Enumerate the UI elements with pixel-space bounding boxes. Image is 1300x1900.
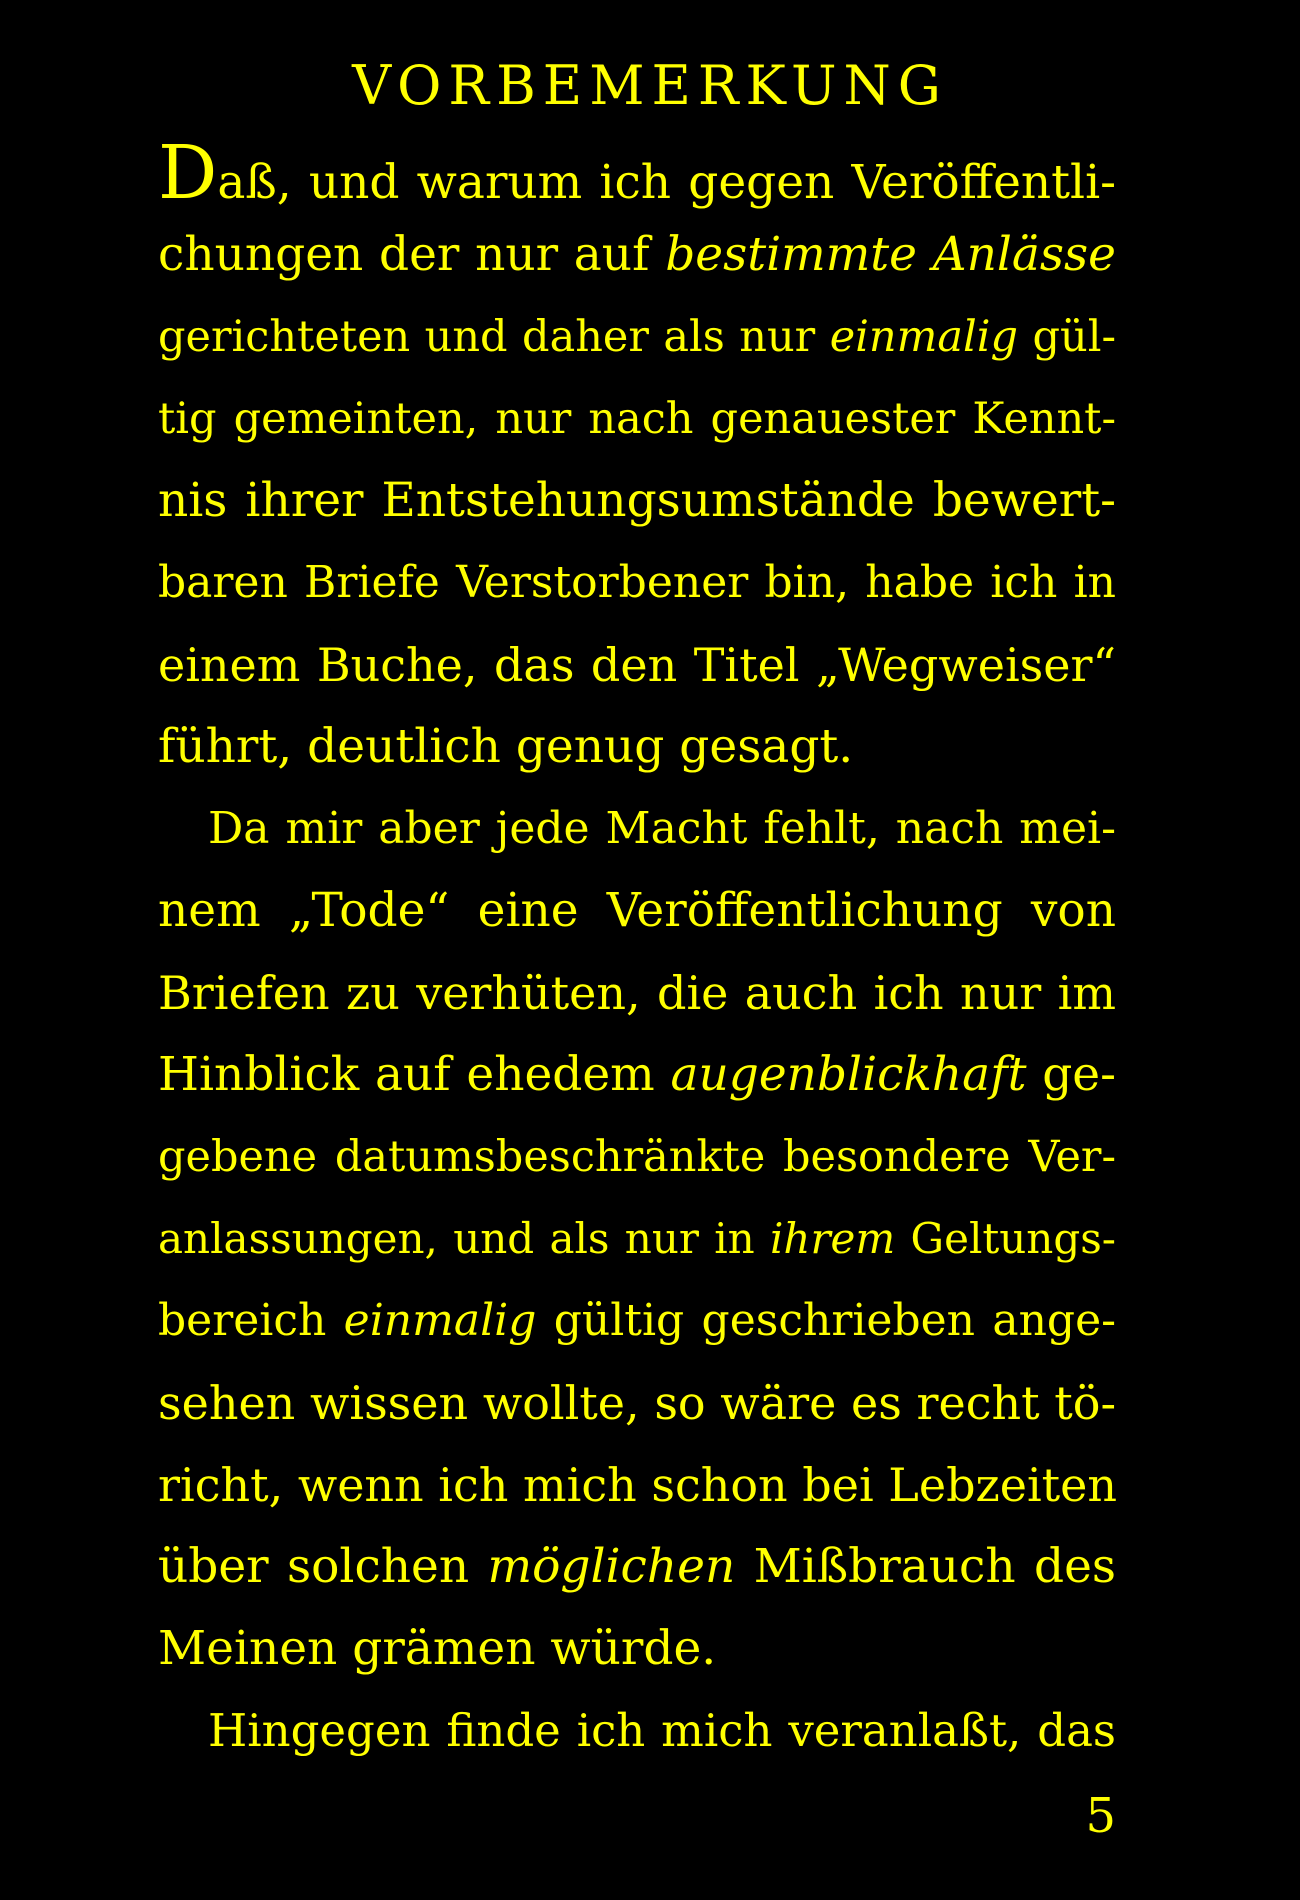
paragraph-2-line-8: sehen wissen wollte, so wäre es recht tö-: [158, 1376, 1116, 1430]
page-number: 5: [1085, 1788, 1116, 1844]
paragraph-1-line-3: [158, 296, 1116, 378]
italic-text: augenblickhaft: [670, 1047, 1027, 1102]
chapter-heading: VORBEMERKUNG: [352, 54, 948, 117]
text-run: über solchen: [158, 1539, 488, 1594]
paragraph-3-line-1: Hingegen finde ich mich veranlaßt, das: [208, 1704, 1116, 1757]
paragraph-2-line-5: gebene datumsbeschränkte besondere Ver-: [158, 1132, 1116, 1182]
italic-text: einmalig: [829, 312, 1019, 362]
paragraph-2-line-9: richt, wenn ich mich schon bei Lebzeiten: [158, 1458, 1118, 1512]
paragraph-1-line-6: baren Briefe Verstorbener bin, habe ich in: [158, 557, 1116, 608]
paragraph-2-line-10: [158, 1526, 1116, 1608]
text-run: Geltungs-: [895, 1214, 1116, 1263]
paragraph-1-line-4: tig gemeinten, nur nach genauester Kennt-: [158, 394, 1116, 444]
text-run: chungen der nur auf: [158, 227, 666, 282]
paragraph-1-line-2: [158, 214, 1116, 296]
paragraph-2-line-2: nem „Tode“ eine Veröffentlichung von: [158, 883, 1116, 938]
drop-cap: D: [158, 130, 218, 216]
paragraph-2-line-11: Meinen grämen würde.: [158, 1621, 717, 1676]
text-run: gültig geschrieben ange-: [536, 1295, 1116, 1346]
italic-text: einmalig: [343, 1295, 537, 1346]
text-run: Hinblick auf ehedem: [158, 1047, 671, 1102]
text-run: gül-: [1018, 312, 1117, 362]
paragraph-1-line-7: einem Buche, das den Titel „Wegweiser“: [158, 638, 1116, 692]
italic-text: bestimmte Anlässe: [665, 227, 1116, 282]
text-run: Mißbrauch des: [735, 1539, 1116, 1594]
paragraph-2-line-1: Da mir aber jede Macht fehlt, nach mei-: [208, 803, 1116, 854]
paragraph-2-line-4: [158, 1034, 1116, 1116]
paragraph-1-line-5: nis ihrer Entstehungsumstände bewert-: [158, 473, 1116, 528]
text-run: aß, und warum ich gegen Veröffentli-: [217, 155, 1116, 210]
italic-text: ihrem: [770, 1214, 896, 1263]
paragraph-2-line-7: [158, 1280, 1116, 1362]
text-run: anlassungen, und als nur in: [158, 1214, 770, 1263]
paragraph-2-line-3: Briefen zu verhüten, die auch ich nur im: [158, 966, 1116, 1020]
italic-text: möglichen: [487, 1539, 736, 1594]
paragraph-1-line-8: führt, deutlich genug gesagt.: [158, 719, 854, 774]
paragraph-1-line-1: [158, 132, 1116, 214]
text-run: bereich: [158, 1295, 344, 1346]
text-run: ge-: [1026, 1047, 1116, 1102]
paragraph-2-line-6: [158, 1198, 1116, 1280]
text-run: gerichteten und daher als nur: [158, 312, 830, 362]
